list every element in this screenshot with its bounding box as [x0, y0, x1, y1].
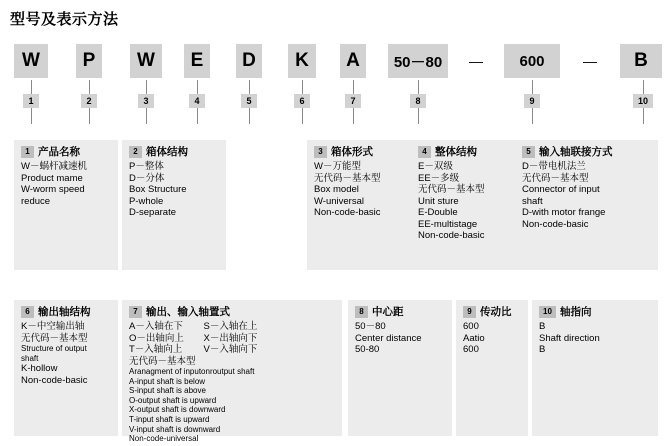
- legend-panel-8: [348, 300, 452, 436]
- panel-line: D-separate: [129, 207, 176, 218]
- panel-header: [418, 146, 508, 158]
- panel-line: 600: [463, 321, 479, 332]
- model-code-cell: 600: [504, 44, 560, 78]
- panel-header: [355, 306, 445, 318]
- legend-panel-10: [532, 300, 658, 436]
- legend-panel-6: [14, 300, 118, 436]
- panel-badge: 5: [522, 146, 535, 158]
- leader-line: [302, 80, 303, 94]
- panel-line: Non-code-basic: [418, 230, 485, 241]
- panel-line: X－出轴向下: [203, 332, 258, 344]
- legend-panel-3: [307, 140, 411, 270]
- panel-header: [314, 146, 404, 158]
- panel-line: 无代码－基本型: [418, 184, 485, 195]
- model-code-row: [14, 44, 662, 80]
- panel-line: A-input shaft is below: [129, 376, 206, 386]
- panel-line: EE－多级: [418, 172, 460, 184]
- legend-panel-4: [411, 140, 515, 270]
- panel-header: [21, 146, 111, 158]
- panel-title: 传动比: [480, 306, 512, 318]
- panel-badge: 7: [129, 306, 142, 318]
- index-number-badge: 6: [294, 94, 310, 108]
- panel-lines: [355, 321, 445, 356]
- panel-title: 箱体形式: [331, 146, 373, 158]
- panel-line: O－出轴向上: [129, 332, 184, 344]
- panel-line: shaft: [21, 353, 39, 363]
- panel-line: E-Double: [418, 207, 458, 218]
- panel-line: Non-code-basic: [21, 374, 88, 386]
- panel-line: S－入轴在上: [203, 321, 258, 332]
- panel-line: Product mame: [21, 172, 83, 184]
- model-code-cell: P: [76, 44, 102, 78]
- panel-line: reduce: [21, 195, 51, 207]
- legend-panel-5: [515, 140, 658, 270]
- index-number-badge: 9: [524, 94, 540, 108]
- panel-line: 无代码－基本型: [314, 172, 381, 184]
- panel-header: [539, 306, 651, 318]
- leader-line: [89, 80, 90, 94]
- panel-line: E－双级: [418, 161, 453, 172]
- leader-line: [353, 108, 354, 124]
- panel-title: 箱体结构: [146, 146, 188, 158]
- panel-line: 无代码－基本型: [21, 332, 88, 344]
- panel-badge: 2: [129, 146, 142, 158]
- panel-header: [21, 306, 111, 318]
- index-number-badge: 2: [81, 94, 97, 108]
- model-code-cell: W: [14, 44, 48, 78]
- panel-badge: 8: [355, 306, 368, 318]
- panel-line: B: [539, 344, 546, 355]
- panel-line: Box Structure: [129, 184, 187, 195]
- panel-line: X-output shaft is downward: [129, 405, 226, 415]
- legend-panel-1: [14, 140, 118, 270]
- panel-line: V-input shaft is downward: [129, 424, 221, 434]
- legend-panel-2: [122, 140, 226, 270]
- panel-line: W－万能型: [314, 161, 361, 172]
- index-number-badge: 3: [138, 94, 154, 108]
- panel-line: Aatio: [463, 332, 485, 344]
- panel-lines: [314, 161, 404, 219]
- leader-line: [146, 80, 147, 94]
- leader-line: [197, 80, 198, 94]
- panel7-column-left: [129, 321, 196, 367]
- panel-badge: 10: [539, 306, 556, 318]
- leader-line: [249, 108, 250, 124]
- panel-line: Connector of input: [522, 184, 600, 195]
- panel-lines: [539, 321, 651, 356]
- panel-line: D-with motor frange: [522, 207, 606, 218]
- panel-line: Aranagment of inputonroutput shaft: [129, 367, 255, 376]
- panel-line: K－中空输出轴: [21, 321, 85, 332]
- model-code-cell: 50－80: [388, 44, 448, 78]
- panel-line: O-output shaft is upward: [129, 395, 217, 405]
- panel-line: D－分体: [129, 172, 165, 184]
- model-code-cell: B: [620, 44, 662, 78]
- index-number-badge: 1: [23, 94, 39, 108]
- panel-title: 轴指向: [560, 306, 592, 318]
- leader-line: [643, 108, 644, 124]
- panel-header: [129, 306, 335, 318]
- leader-line: [532, 80, 533, 94]
- panel-title: 产品名称: [38, 146, 80, 158]
- panel-line: A－入轴在下: [129, 321, 183, 332]
- panel-line: Non-code-universal: [129, 434, 199, 444]
- panel-lines: [463, 321, 521, 356]
- index-number-badge: 8: [410, 94, 426, 108]
- leader-line: [89, 108, 90, 124]
- panel-line: T-input shaft is upward: [129, 414, 210, 424]
- panel-badge: 9: [463, 306, 476, 318]
- panel7-columns: [129, 321, 335, 367]
- panel-header: [522, 146, 651, 158]
- panel-lines: [522, 161, 651, 230]
- panel-header: [129, 146, 219, 158]
- panel-lines: [21, 161, 111, 207]
- panel7-english-block: [129, 367, 335, 444]
- panel-line: 无代码－基本型: [129, 355, 196, 367]
- index-number-badge: 5: [241, 94, 257, 108]
- legend-panel-7: [122, 300, 342, 444]
- panel-badge: 3: [314, 146, 327, 158]
- panel-line: K-hollow: [21, 363, 58, 375]
- panel-line: EE-multistage: [418, 218, 478, 230]
- panel-line: W-worm speed: [21, 184, 85, 195]
- leader-line: [31, 108, 32, 124]
- panel-line: 600: [463, 344, 479, 355]
- index-number-row: [14, 94, 662, 110]
- panel-title: 整体结构: [435, 146, 477, 158]
- model-code-cell: E: [184, 44, 210, 78]
- panel-lines: [418, 161, 508, 242]
- model-code-cell: A: [340, 44, 366, 78]
- leader-line: [302, 108, 303, 124]
- leader-line: [31, 80, 32, 94]
- panel-title: 输入轴联接方式: [539, 146, 613, 158]
- panel-line: shaft: [522, 195, 543, 207]
- panel-line: W-universal: [314, 195, 364, 207]
- model-code-separator: —: [583, 53, 597, 69]
- index-number-badge: 4: [189, 94, 205, 108]
- panel-line: D－带电机法兰: [522, 161, 586, 172]
- leader-line: [353, 80, 354, 94]
- panel-line: Center distance: [355, 332, 422, 344]
- panel-line: 无代码－基本型: [522, 172, 589, 184]
- panel-line: T－入轴向上: [129, 344, 183, 355]
- panel-lines: [21, 321, 111, 386]
- panel-line: 50－80: [355, 321, 386, 332]
- model-code-separator: —: [469, 53, 483, 69]
- page-title: 型号及表示方法: [10, 11, 119, 28]
- panel-header: [463, 306, 521, 318]
- panel-line: Non-code-basic: [314, 207, 381, 218]
- leader-line: [418, 80, 419, 94]
- legend-panel-9: [456, 300, 528, 436]
- panel-line: Box model: [314, 184, 359, 195]
- leader-line: [643, 80, 644, 94]
- panel-badge: 4: [418, 146, 431, 158]
- panel7-column-right: [204, 321, 258, 367]
- leader-line: [249, 80, 250, 94]
- panel-line: B: [539, 321, 546, 332]
- panel-lines: [129, 161, 219, 219]
- panel-line: Non-code-basic: [522, 218, 589, 230]
- panel-line: Unit sture: [418, 195, 459, 207]
- panel-line: 50-80: [355, 344, 380, 355]
- panel-badge: 6: [21, 306, 34, 318]
- model-code-cell: D: [236, 44, 262, 78]
- panel-line: Shaft direction: [539, 332, 600, 344]
- model-code-cell: W: [130, 44, 162, 78]
- leader-line: [197, 108, 198, 124]
- panel-title: 输出、输入轴置式: [146, 306, 230, 318]
- model-code-cell: K: [288, 44, 316, 78]
- panel-line: P－整体: [129, 161, 164, 172]
- leader-line: [532, 108, 533, 124]
- panel-line: Structure of output: [21, 344, 87, 353]
- panel-line: S-input shaft is above: [129, 386, 206, 396]
- panel-badge: 1: [21, 146, 34, 158]
- panel-title: 输出轴结构: [38, 306, 91, 318]
- panel-line: P-whole: [129, 195, 164, 207]
- index-number-badge: 10: [633, 94, 653, 108]
- leader-line: [146, 108, 147, 124]
- panel-line: V－入轴向下: [203, 344, 258, 355]
- panel-line: W－蜗杆减速机: [21, 161, 87, 172]
- index-number-badge: 7: [345, 94, 361, 108]
- leader-line: [418, 108, 419, 124]
- panel-title: 中心距: [372, 306, 404, 318]
